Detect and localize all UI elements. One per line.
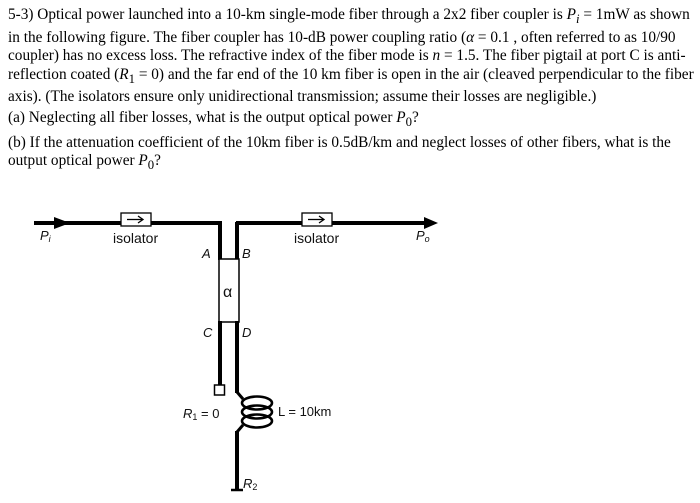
input-arrow-icon xyxy=(54,217,70,229)
output-arrow-icon xyxy=(424,217,438,229)
label-pi: Pi xyxy=(40,228,51,244)
fiber-coil-icon xyxy=(242,397,272,428)
label-isolator-left: isolator xyxy=(113,230,159,246)
problem-statement: 5-3) Optical power launched into a 10-km single-mode fiber through a 2x2 fiber coupler is $P_i = 1mW$ as shown in the following figure. The fiber coupler has 10-dB power coupling ratio (α = 0.1 , often referred to as 10/90 coupler) has no excess loss. The refractive index of the fiber mode is n = 1.5. The fiber pigtail at port C is anti-reflection coated $(R_1 = 0)$ and the far end of the 10 km fiber is open in the air (cleaved perpendicular to the fiber axis). (The isolators ensure only unidirectional transmission; assume their losses are negligible.) xyxy=(8,6,694,106)
label-port-c: C xyxy=(203,325,213,340)
fiber-lead-out xyxy=(237,425,243,432)
isolator-left-icon xyxy=(121,213,151,226)
ar-coated-end-icon xyxy=(215,385,225,395)
fiber-lead-in xyxy=(237,392,243,399)
label-port-a: A xyxy=(202,246,211,261)
question-b: (b) If the attenuation coefficient of the 10km fiber is 0.5dB/km and neglect losses of other fibers, what is the output optical power $P_0$? xyxy=(8,133,671,173)
label-port-d: D xyxy=(242,325,252,340)
label-length: L = 10km xyxy=(278,404,332,419)
question-a: (a) Neglecting all fiber losses, what is the output optical power $P_0$? xyxy=(8,109,419,130)
label-r1: R1 = 0 xyxy=(183,406,220,422)
problem-text xyxy=(8,6,694,175)
label-isolator-right: isolator xyxy=(294,230,340,246)
coupler-diagram xyxy=(0,196,700,503)
label-port-b: B xyxy=(242,246,251,261)
label-r2: R2 xyxy=(243,476,258,492)
isolator-right-icon xyxy=(302,213,332,226)
label-po: Po xyxy=(416,228,430,244)
label-alpha: α xyxy=(223,284,233,301)
